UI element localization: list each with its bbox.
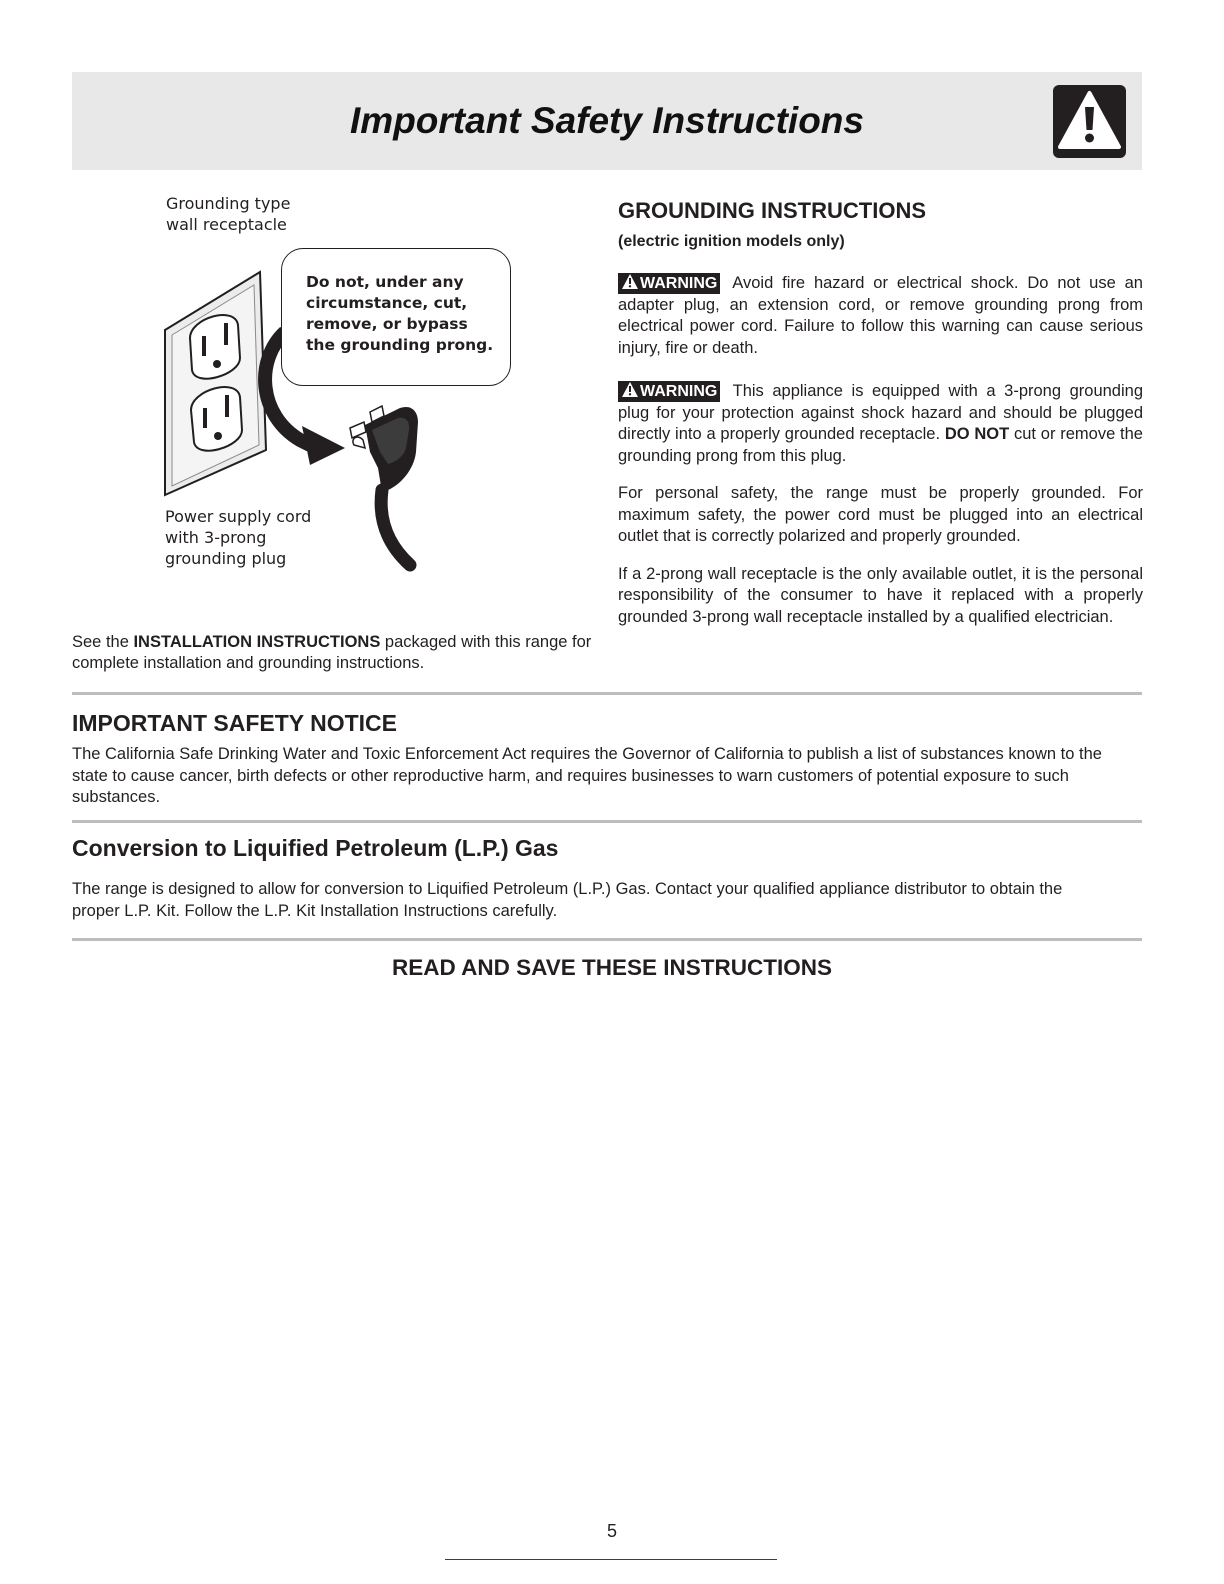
warning-badge xyxy=(618,273,720,294)
read-save-banner: READ AND SAVE THESE INSTRUCTIONS xyxy=(391,955,833,980)
grounding-instructions xyxy=(618,198,1143,628)
divider xyxy=(72,938,1142,941)
page-title: Important Safety Instructions xyxy=(350,100,864,141)
warning-label: WARNING xyxy=(640,383,718,400)
note-pre: See the xyxy=(72,633,134,651)
grounding-figure xyxy=(160,190,560,590)
warning-paragraph-2 xyxy=(618,381,1143,467)
do-not-text: DO NOT xyxy=(944,425,1010,443)
callout-bubble xyxy=(281,248,511,386)
callout-text: Do not, under any circumstance, cut, remove, or bypass the grounding prong. xyxy=(306,273,494,354)
notice-heading: IMPORTANT SAFETY NOTICE xyxy=(72,710,397,736)
note-post: packaged with this range for complete installation and grounding instructions. xyxy=(72,633,592,672)
notice-body: The California Safe Drinking Water and Toxic Enforcement Act requires the Governor of California to publish a list of substances known to the state to cause cancer, birth defects or other reproductive harm, and requires businesses to warn customers of potential exposure to such substances. xyxy=(72,745,1102,806)
divider xyxy=(72,820,1142,823)
page-number: 5 xyxy=(606,1521,617,1541)
grounding-subheading: (electric ignition models only) xyxy=(618,233,845,250)
warning-text-2-tail: cut or remove the grounding prong from this plug. xyxy=(618,425,1143,465)
grounding-heading: GROUNDING INSTRUCTIONS xyxy=(618,198,926,223)
warning-paragraph-1 xyxy=(618,273,1143,359)
warning-badge xyxy=(618,381,720,402)
warning-text-1: Avoid fire hazard or electrical shock. Do not use an adapter plug, an extension cord, or remove grounding prong from electrical power cord. Failure to follow this warning can cause serious injury, fire or death. xyxy=(618,274,1143,357)
title-band xyxy=(72,72,1142,170)
footer-link-underline[interactable] xyxy=(445,1559,777,1560)
warning-label: WARNING xyxy=(640,275,718,292)
divider xyxy=(72,692,1142,695)
receptacle-label: Grounding type wall receptacle xyxy=(166,194,291,234)
cord-label: Power supply cord with 3-prong grounding plug xyxy=(165,507,312,568)
warning-triangle-icon xyxy=(1053,85,1126,158)
installation-note xyxy=(72,632,592,674)
warning-triangle-icon xyxy=(621,273,639,290)
grounding-paragraph-2: If a 2-prong wall receptacle is the only available outlet, it is the personal responsibility of the consumer to have it replaced with a properly grounded 3-prong wall receptacle installed by a qualified electrician. xyxy=(618,564,1143,626)
warning-text-2: This appliance is equipped with a 3-prong grounding plug for your protection against shock hazard and should be plugged directly into a properly grounded receptacle. xyxy=(618,382,1143,443)
grounding-paragraph-1: For personal safety, the range must be properly grounded. For maximum safety, the power cord must be plugged into an electrical outlet that is correctly polarized and properly grounded. xyxy=(618,484,1143,545)
conversion-heading: Conversion to Liquified Petroleum (L.P.) Gas xyxy=(72,835,559,861)
warning-triangle-icon xyxy=(621,381,639,398)
note-bold: INSTALLATION INSTRUCTIONS xyxy=(133,633,381,651)
conversion-body: The range is designed to allow for conversion to Liquified Petroleum (L.P.) Gas. Contact your qualified appliance distributor to obtain the proper L.P. Kit. Follow the L.P. Kit Installation Instructions carefully. xyxy=(72,880,1063,920)
